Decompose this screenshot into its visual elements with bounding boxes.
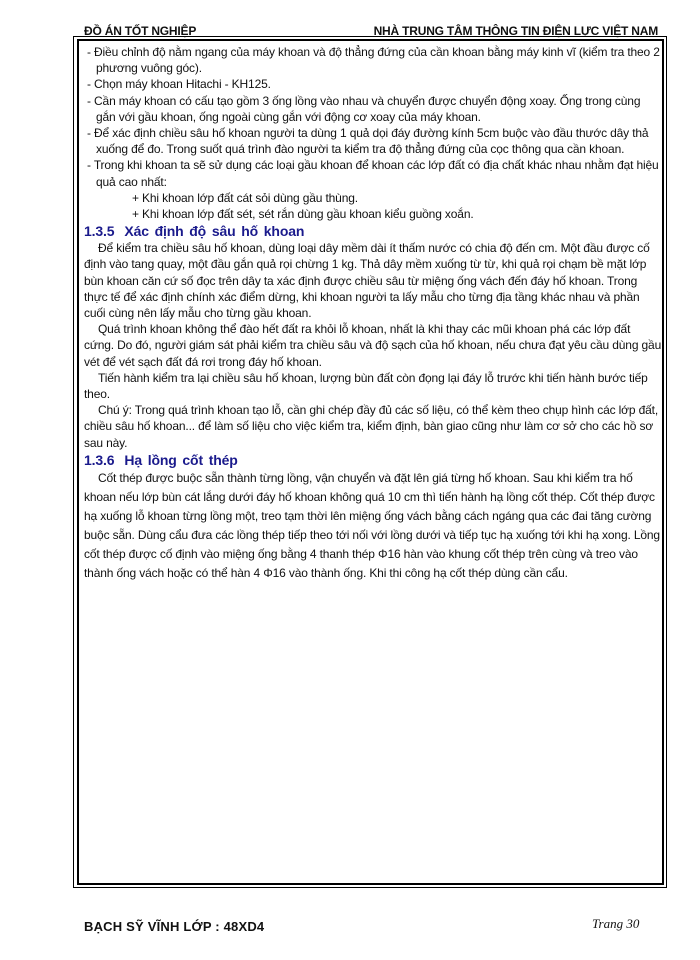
document-body — [84, 44, 662, 583]
section-number: 1.3.6 — [84, 451, 115, 468]
footer-author: BẠCH SỸ VĨNH LỚP : 48XD4 — [84, 919, 265, 934]
bullet-item: - Cần máy khoan có cấu tạo gồm 3 ống lồng vào nhau và chuyển được chuyển động xoay. Ống trong cùng gắn với gầu khoan, ống ngoài cùng gắn với động cơ xoay của máy khoan. — [87, 93, 641, 124]
section-heading-rebar — [84, 451, 662, 469]
section-title: Hạ lồng cốt thép — [124, 451, 238, 468]
section-heading-depth — [84, 222, 662, 240]
paragraph: Chú ý: Trong quá trình khoan tạo lỗ, cần ghi chép đầy đủ các số liệu, có thể kèm theo chụp hình các lớp đất, chiều sâu hố khoan... để làm số liệu cho việc kiểm tra, kiểm định, bàn giao cũng như làm cơ sở cho các hồ sơ sau này. — [84, 403, 659, 450]
sub-bullet-item: + Khi khoan lớp đất cát sỏi dùng gầu thùng. — [132, 190, 358, 205]
section-number: 1.3.5 — [84, 223, 115, 240]
paragraph: Quá trình khoan không thể đào hết đất ra khỏi lỗ khoan, nhất là khi thay các mũi khoan phá các lớp đất cứng. Do đó, người giám sát phải kiểm tra chiều sâu và độ sạch của hố khoan, nếu chưa đạt yêu cầu dùng gầu vét để vét sạch đất đá rơi trong đáy hố khoan. — [84, 322, 662, 369]
header-left-title: ĐỒ ÁN TỐT NGHIỆP — [84, 24, 197, 38]
bullet-item: - Để xác định chiều sâu hố khoan người ta dùng 1 quả dọi đáy đường kính 5cm buộc vào đầu thước dây thả xuống để đo. Trong suốt quá trình đào người ta kiểm tra độ thẳng đứng của cọc thông qua cần khoan. — [87, 126, 649, 157]
paragraph: Tiến hành kiểm tra lại chiều sâu hố khoan, lượng bùn đất còn đọng lại đáy lỗ trước khi tiến hành bước tiếp theo. — [84, 370, 648, 402]
header-right-title: NHÀ TRUNG TÂM THÔNG TIN ĐIỆN LỰC VIỆT NAM — [373, 24, 658, 38]
paragraph: Cốt thép được buộc sẵn thành từng lồng, vận chuyển và đặt lên giá từng hố khoan. Sau khi kiểm tra hố khoan nếu lớp bùn cát lắng dưới đáy hố khoan không quá 10 cm thì tiến hành hạ lồng cốt thép. Cốt thép được hạ xuống lỗ khoan từng lồng một, treo tạm thời lên miệng ống vách bằng cách ngáng qua các đai tăng cường buộc sẵn. Dùng cẩu đưa các lồng thép tiếp theo tới nối với lồng dưới và tiếp tục hạ xuống tới khi hạ xong. Lồng cốt thép được cố định vào miệng ống bằng 4 thanh thép Φ16 hàn vào khung cốt thép trên cùng và treo vào thành ống vách hoặc có thể hàn 4 Φ16 vào thành ống. Khi thi công hạ cốt thép dùng cần cẩu. — [84, 470, 660, 580]
bullet-item: - Trong khi khoan ta sẽ sử dụng các loại gầu khoan để khoan các lớp đất có địa chất khác nhau nhằm đạt hiệu quả cao nhất: — [87, 158, 659, 189]
bullet-item: - Điều chỉnh độ nằm ngang của máy khoan và độ thẳng đứng của cần khoan bằng máy kinh vĩ (kiểm tra theo 2 phương vuông góc). — [87, 45, 660, 76]
sub-bullet-item: + Khi khoan lớp đất sét, sét rắn dùng gầu khoan kiểu guồng xoắn. — [132, 207, 474, 222]
footer-page-number: Trang 30 — [592, 916, 640, 931]
bullet-item: - Chọn máy khoan Hitachi - KH125. — [87, 77, 271, 92]
paragraph: Để kiểm tra chiều sâu hố khoan, dùng loại dây mềm dài ít thấm nước có chia độ đến cm. Một đầu được cố định vào tang quay, một đầu gắn quả rọi chừng 1 kg. Thả dây mềm xuống từ từ, khi quả rọi chạm bề mặt lớp bùn khoan căn cứ số đọc trên dây ta xác định được chiều sâu từ miệng ống vách đến đáy hố khoan. Trong thực tế để xác định chính xác điểm dừng, khi khoan người ta lấy mẫu cho từng địa tầng khác nhau và phần cuối cùng nên lấy mẫu cho từng gầu khoan. — [84, 241, 650, 321]
section-title: Xác định độ sâu hố khoan — [124, 223, 305, 240]
